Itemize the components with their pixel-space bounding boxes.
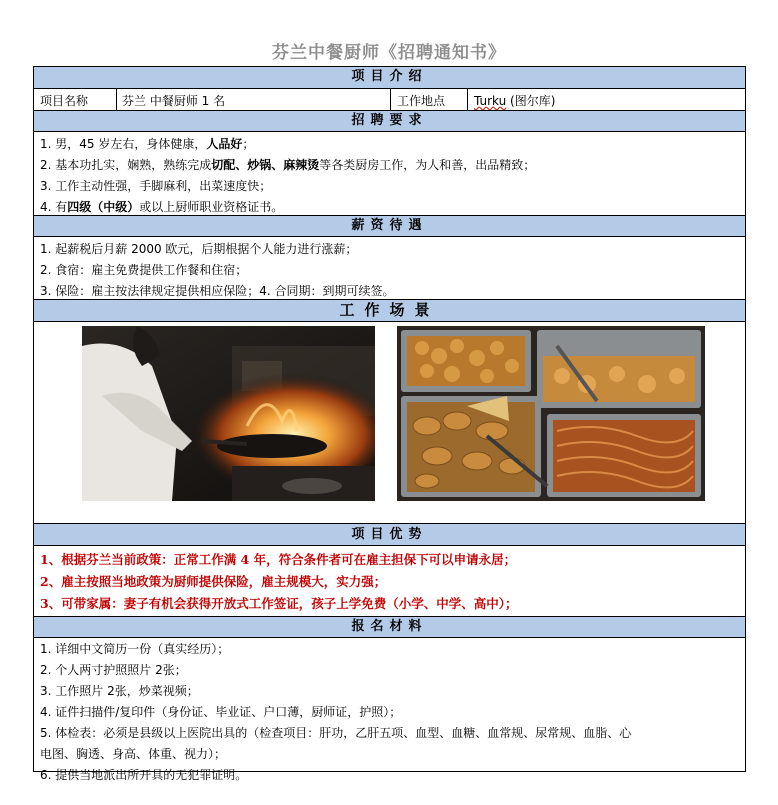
section-header-scene: 工作场景 — [34, 299, 745, 322]
salary-item-1: 1. 起薪税后月薪 2000 欧元，后期根据个人能力进行涨薪； — [40, 242, 358, 256]
project-name-label: 项目名称 — [40, 94, 89, 108]
requirement-text: 2. 基本功扎实，娴熟，熟练完成 — [40, 158, 212, 172]
divider — [390, 89, 391, 111]
requirement-text: ； — [242, 137, 255, 151]
location-cn: (图尔库) — [506, 94, 556, 108]
location-label: 工作地点 — [397, 94, 446, 108]
project-name-value: 芬兰 中餐厨师 1 名 — [122, 94, 226, 108]
requirement-text: 4. 有 — [40, 200, 68, 214]
requirement-text: 或以上厨师职业资格证书。 — [139, 200, 284, 214]
location-value — [474, 91, 555, 111]
divider — [467, 89, 468, 111]
material-5-continued: 电图、胸透、身高、体重、视力）； — [40, 747, 227, 761]
requirement-text: 1. 男，45 岁左右，身体健康， — [40, 137, 207, 151]
material-3: 3. 工作照片 2张，炒菜视频； — [40, 684, 199, 698]
advantage-2: 2、雇主按照当地政策为厨师提供保险，雇主规模大，实力强； — [40, 574, 387, 589]
advantage-3: 3、可带家属：妻子有机会获得开放式工作签证，孩子上学免费（小学、中学、高中）； — [40, 596, 518, 611]
advantage-1: 1、根据芬兰当前政策：正常工作满 4 年，符合条件者可在雇主担保下可以申请永居； — [40, 552, 517, 567]
salary-item-2: 2. 食宿：雇主免费提供工作餐和住宿； — [40, 263, 248, 277]
requirement-1 — [40, 135, 254, 152]
section-header-materials: 报名材料 — [34, 616, 745, 638]
section-header-requirements: 招聘要求 — [34, 110, 745, 132]
requirement-emphasis: 四级（中级） — [67, 200, 140, 214]
requirement-emphasis: 人品好 — [206, 137, 243, 151]
requirement-4 — [40, 198, 283, 215]
section-header-intro: 项目介绍 — [34, 67, 745, 89]
recruitment-table — [33, 66, 746, 782]
salary-item-3: 3. 保险：雇主按法律规定提供相应保险；4. 合同期：到期可续签。 — [40, 284, 395, 298]
requirement-emphasis: 切配、炒锅、麻辣烫 — [211, 158, 320, 172]
material-1: 1. 详细中文简历一份（真实经历）； — [40, 642, 230, 656]
requirement-2 — [40, 156, 535, 173]
requirement-3: 3. 工作主动性强，手脚麻利，出菜速度快； — [40, 179, 272, 193]
buffet-food-photo — [397, 326, 705, 501]
section-header-advantages: 项目优势 — [34, 523, 745, 546]
material-6: 6. 提供当地派出所开具的无犯罪证明。 — [40, 768, 248, 782]
location-city: Turku — [474, 94, 507, 108]
chef-cooking-photo — [82, 326, 375, 501]
document-title: 芬兰中餐厨师《招聘通知书》 — [272, 43, 506, 63]
requirement-text: 等各类厨房工作，为人和善，出品精致； — [319, 158, 536, 172]
section-header-salary: 薪资待遇 — [34, 215, 745, 237]
material-4: 4. 证件扫描件/复印件（身份证、毕业证、户口薄，厨师证，护照）； — [40, 705, 402, 719]
material-5: 5. 体检表：必须是县级以上医院出具的（检查项目：肝功，乙肝五项、血型、血糖、血常规、尿常规、血脂、心 — [40, 726, 632, 740]
divider — [116, 89, 117, 111]
material-2: 2. 个人两寸护照照片 2张； — [40, 663, 187, 677]
